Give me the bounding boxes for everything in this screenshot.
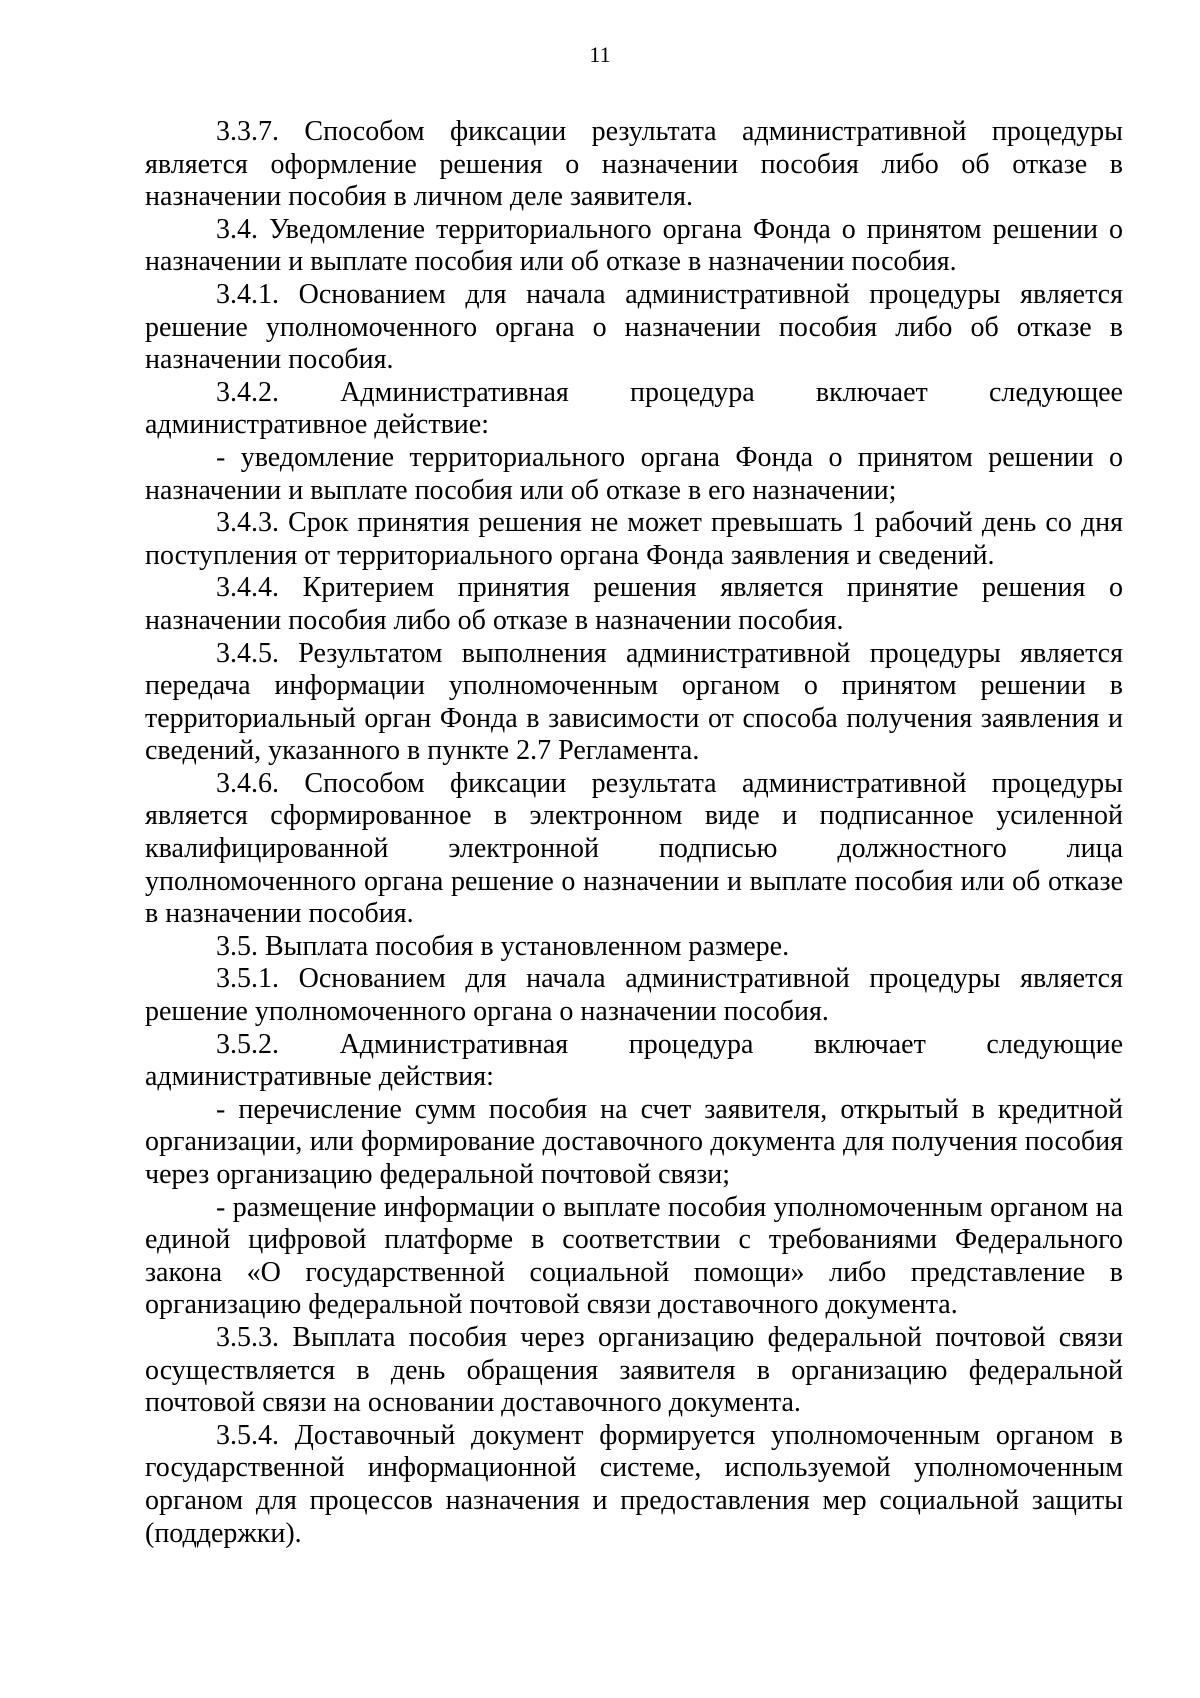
paragraph-3-4: 3.4. Уведомление территориального органа Фонда о принятом решении о назначении и выплате пособия или об отказе в назначении пособия. [145, 213, 1123, 278]
document-body [145, 116, 1123, 1550]
page-number: 11 [589, 42, 611, 67]
paragraph-3-5-4: 3.5.4. Доставочный документ формируется уполномоченным органом в государственной информационной системе, используемой уполномоченным органом для процессов назначения и предоставления мер социальной защиты (поддержки). [145, 1419, 1123, 1549]
paragraph-3-4-2: 3.4.2. Административная процедура включает следующее административное действие: [145, 376, 1123, 441]
paragraph-3-4-4: 3.4.4. Критерием принятия решения является принятие решения о назначении пособия либо об отказе в назначении пособия. [145, 572, 1123, 636]
list-item-transfer: - перечисление сумм пособия на счет заявителя, открытый в кредитной организации, или формирование доставочного документа для получения пособия через организацию федеральной почтовой связи; [145, 1093, 1123, 1190]
list-item-placement: - размещение информации о выплате пособия уполномоченным органом на единой цифровой платформе в соответствии с требованиями Федерального закона «О государственной социальной помощи» либо представление в организацию федеральной почтовой связи доставочного документа. [145, 1191, 1123, 1321]
paragraph-3-5: 3.5. Выплата пособия в установленном размере. [216, 930, 790, 962]
paragraph-3-4-1: 3.4.1. Основанием для начала административной процедуры является решение уполномоченного органа о назначении пособия либо об отказе в назначении пособия. [145, 278, 1123, 376]
list-item-notification: - уведомление территориального органа Фонда о принятом решении о назначении и выплате пособия или об отказе в его назначении; [145, 441, 1123, 506]
paragraph-3-4-6: 3.4.6. Способом фиксации результата административной процедуры является сформированное в электронном виде и подписанное усиленной квалифицированной электронной подписью должностного лица уполномоченного органа решение о назначении и выплате пособия или об отказе в назначении пособия. [145, 767, 1123, 930]
paragraph-3-3-7: 3.3.7. Способом фиксации результата административной процедуры является оформление решения о назначении пособия либо об отказе в назначении пособия в личном деле заявителя. [145, 116, 1123, 213]
paragraph-3-4-3: 3.4.3. Срок принятия решения не может превышать 1 рабочий день со дня поступления от территориального органа Фонда заявления и сведений. [145, 507, 1123, 571]
paragraph-3-5-2: 3.5.2. Административная процедура включает следующие административные действия: [145, 1028, 1123, 1093]
paragraph-3-5-3: 3.5.3. Выплата пособия через организацию федеральной почтовой связи осуществляется в день обращения заявителя в организацию федеральной почтовой связи на основании доставочного документа. [145, 1321, 1123, 1419]
paragraph-3-4-5: 3.4.5. Результатом выполнения административной процедуры является передача информации уполномоченным органом о принятом решении в территориальный орган Фонда в зависимости от способа получения заявления и сведений, указанного в пункте 2.7 Регламента. [145, 637, 1123, 767]
paragraph-3-5-1: 3.5.1. Основанием для начала административной процедуры является решение уполномоченного органа о назначении пособия. [145, 963, 1123, 1028]
